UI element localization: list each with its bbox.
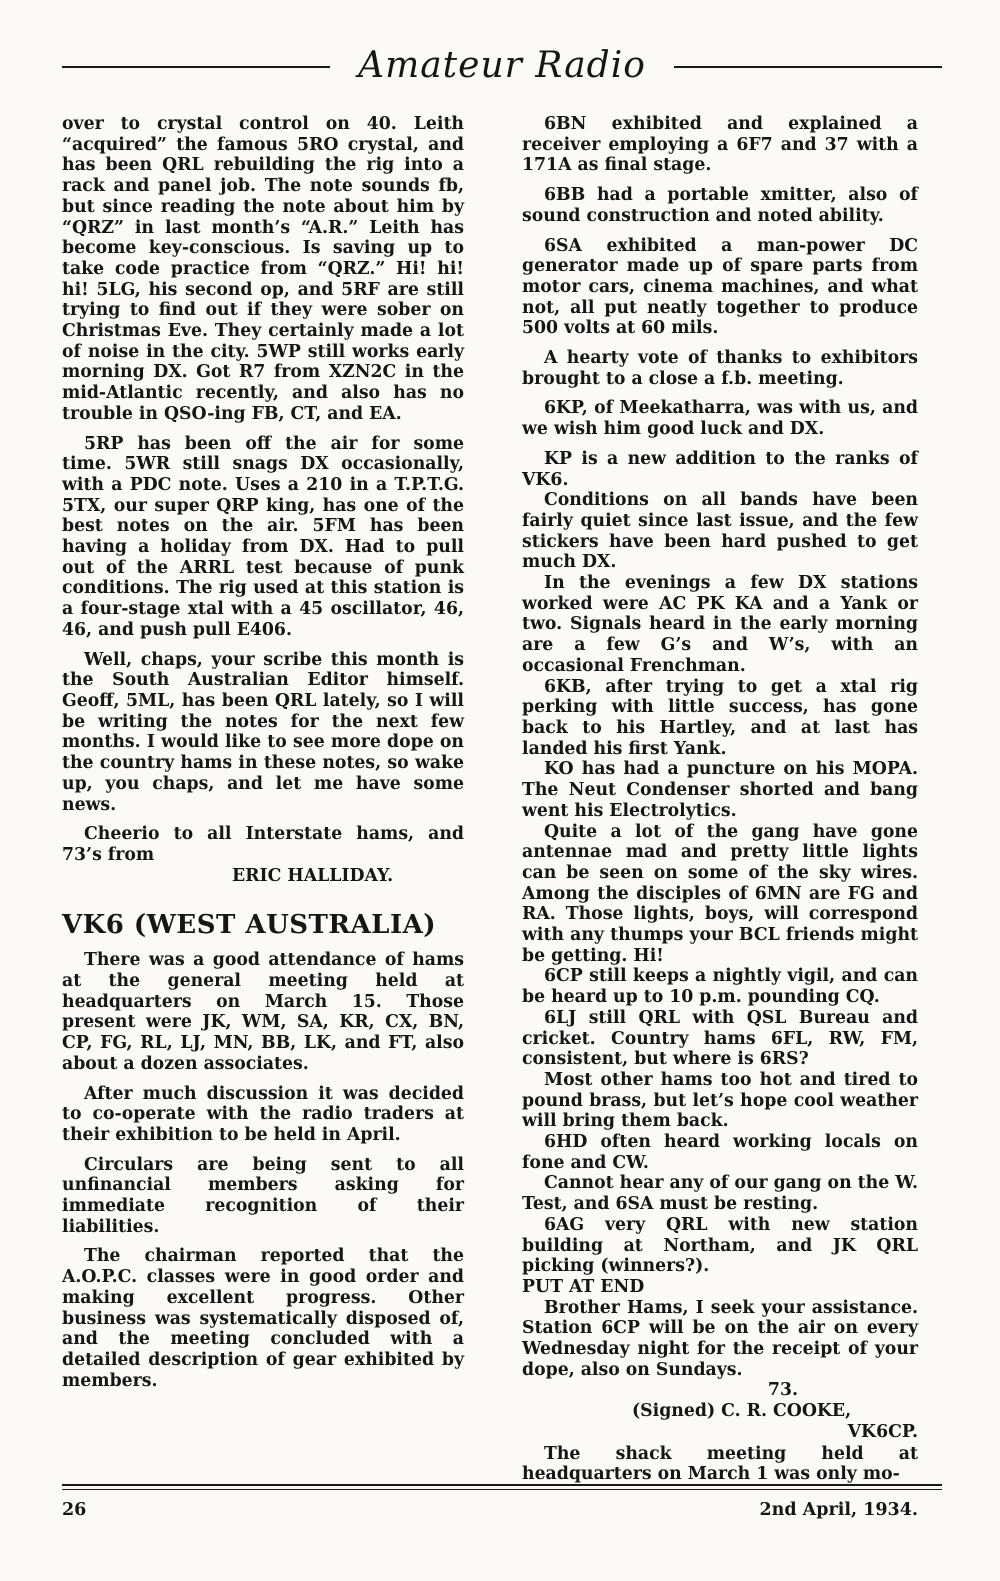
paragraph-right-9: 6KB, after trying to get a xtal rig perking with little success, has gone back to his Hartley, and at last has landed his first Yank. — [522, 676, 918, 759]
paragraph-right-12: 6CP still keeps a nightly vigil, and can be heard up to 10 p.m. pounding CQ. — [522, 966, 918, 1008]
paragraph-left-3: Well, chaps, your scribe this month is the South Australian Editor himself. Geoff, 5ML, has been QRL lately, so I will be writing the notes for the next few months. I would like to see more dope on the country hams in these notes, so wake up, you chaps, and let me have some news. — [62, 649, 464, 815]
paragraph-right-10: KO has had a puncture on his MOPA. The Neut Condenser shorted and bang went his Electrolytics. — [522, 759, 918, 821]
right-column — [522, 114, 918, 1485]
paragraph-left-5: There was a good attendance of hams at the general meeting held at headquarters on March 15. Those present were JK, WM, SA, KR, CX, BN, CP, FG, RL, LJ, MN, BB, LK, and FT, also about a dozen associates. — [62, 950, 464, 1074]
paragraph-right-1: 6BN exhibited and explained a receiver employing a 6F7 and 37 with a 171A as final stage. — [522, 114, 918, 176]
paragraph-left-8: The chairman reported that the A.O.P.C. classes were in good order and making excellent progress. Other business was systematically disposed of, and the meeting concluded with a detailed description of gear exhibited by members. — [62, 1246, 464, 1391]
footer-rule-thin — [62, 1489, 942, 1490]
paragraph-right-5: 6KP, of Meekatharra, was with us, and we wish him good luck and DX. — [522, 398, 918, 440]
paragraph-right-11: Quite a lot of the gang have gone antennae mad and pretty little lights can be seen on some of the sky wires. Among the disciples of 6MN are FG and RA. Those lights, boys, will correspond with any thumps your BCL friends might be getting. Hi! — [522, 821, 918, 966]
masthead — [62, 40, 942, 92]
paragraph-left-1: over to crystal control on 40. Leith “acquired” the famous 5RO crystal, and has been QRL rebuilding the rig into a rack and panel job. The note sounds fb, but since reading the note about him by “QRZ” in last month’s “A.R.” Leith has become key-conscious. Is saving up to take code practice from “QRZ.” Hi! hi! hi! 5LG, his second op, and 5RF are still trying to find out if they were sober on Christmas Eve. They certainly made a lot of noise in the city. 5WP still works early morning DX. Got R7 from XZN2C in the mid-Atlantic recently, and also has no trouble in QSO-ing FB, CT, and EA. — [62, 114, 464, 424]
signature-eric-halliday: ERIC HALLIDAY. — [232, 865, 394, 886]
issue-date: 2nd April, 1934. — [759, 1500, 918, 1520]
footer-rule-thick — [62, 1484, 942, 1486]
paragraph-right-19: Brother Hams, I seek your assistance. Station 6CP will be on the air on every Wednesday night for the receipt of your dope, also on Sundays. — [522, 1297, 918, 1380]
paragraph-right-16: Cannot hear any of our gang on the W. Test, and 6SA must be resting. — [522, 1173, 918, 1215]
paragraph-right-21: The shack meeting held at headquarters on March 1 was only mo- — [522, 1443, 918, 1485]
paragraph-right-2: 6BB had a portable xmitter, also of sound construction and noted ability. — [522, 185, 918, 226]
paragraph-left-4: Cheerio to all Interstate hams, and 73’s from — [62, 824, 464, 865]
paragraph-right-3: 6SA exhibited a man-power DC generator made up of spare parts from motor cars, cinema machines, and what not, all put neatly together to produce 500 volts at 60 mils. — [522, 235, 918, 339]
paragraph-right-15: 6HD often heard working locals on fone and CW. — [522, 1132, 918, 1173]
paragraph-left-7: Circulars are being sent to all unfinancial members asking for immediate recognition of their liabilities. — [62, 1154, 464, 1237]
paragraph-left-6: After much discussion it was decided to co-operate with the radio traders at their exhibition to be held in April. — [62, 1083, 464, 1145]
section-heading-vk6: VK6 (WEST AUSTRALIA) — [62, 910, 437, 941]
signature-callsign: VK6CP. — [847, 1421, 918, 1442]
paragraph-right-6: KP is a new addition to the ranks of VK6. — [522, 448, 918, 490]
paragraph-right-17: 6AG very QRL with new station building at Northam, and JK QRL picking (winners?). — [522, 1214, 918, 1277]
left-column — [62, 114, 464, 1474]
signature-cooke: (Signed) C. R. COOKE, — [632, 1401, 852, 1422]
paragraph-right-8: In the evenings a few DX stations worked were AC PK KA and a Yank or two. Signals heard in the early morning are a few G’s and W’s, with an occasional Frenchman. — [522, 573, 918, 676]
paragraph-right-18: PUT AT END — [522, 1276, 645, 1297]
masthead-rule-left — [62, 66, 330, 68]
paragraph-left-2: 5RP has been off the air for some time. 5WR still snags DX occasionally, with a PDC note. Uses a 210 in a T.P.T.G. 5TX, our super QRP king, has one of the best notes on the air. 5FM has been having a holiday from DX. Had to pull out of the ARRL test because of punk conditions. The rig used at this station is a four-stage xtal with a 45 oscillator, 46, 46, and push pull E406. — [62, 433, 464, 640]
paragraph-right-13: 6LJ still QRL with QSL Bureau and cricket. Country hams 6FL, RW, FM, consistent, but where is 6RS? — [522, 1007, 918, 1070]
signoff-73: 73. — [767, 1380, 798, 1401]
masthead-rule-right — [674, 66, 942, 68]
page-number: 26 — [62, 1500, 87, 1520]
paragraph-right-7: Conditions on all bands have been fairly quiet since last issue, and the few stickers have been hard pushed to get much DX. — [522, 490, 918, 573]
masthead-title: Amateur Radio — [358, 45, 646, 86]
paragraph-right-14: Most other hams too hot and tired to pound brass, but let’s hope cool weather will bring them back. — [522, 1069, 918, 1132]
paragraph-right-4: A hearty vote of thanks to exhibitors brought to a close a f.b. meeting. — [522, 348, 918, 389]
